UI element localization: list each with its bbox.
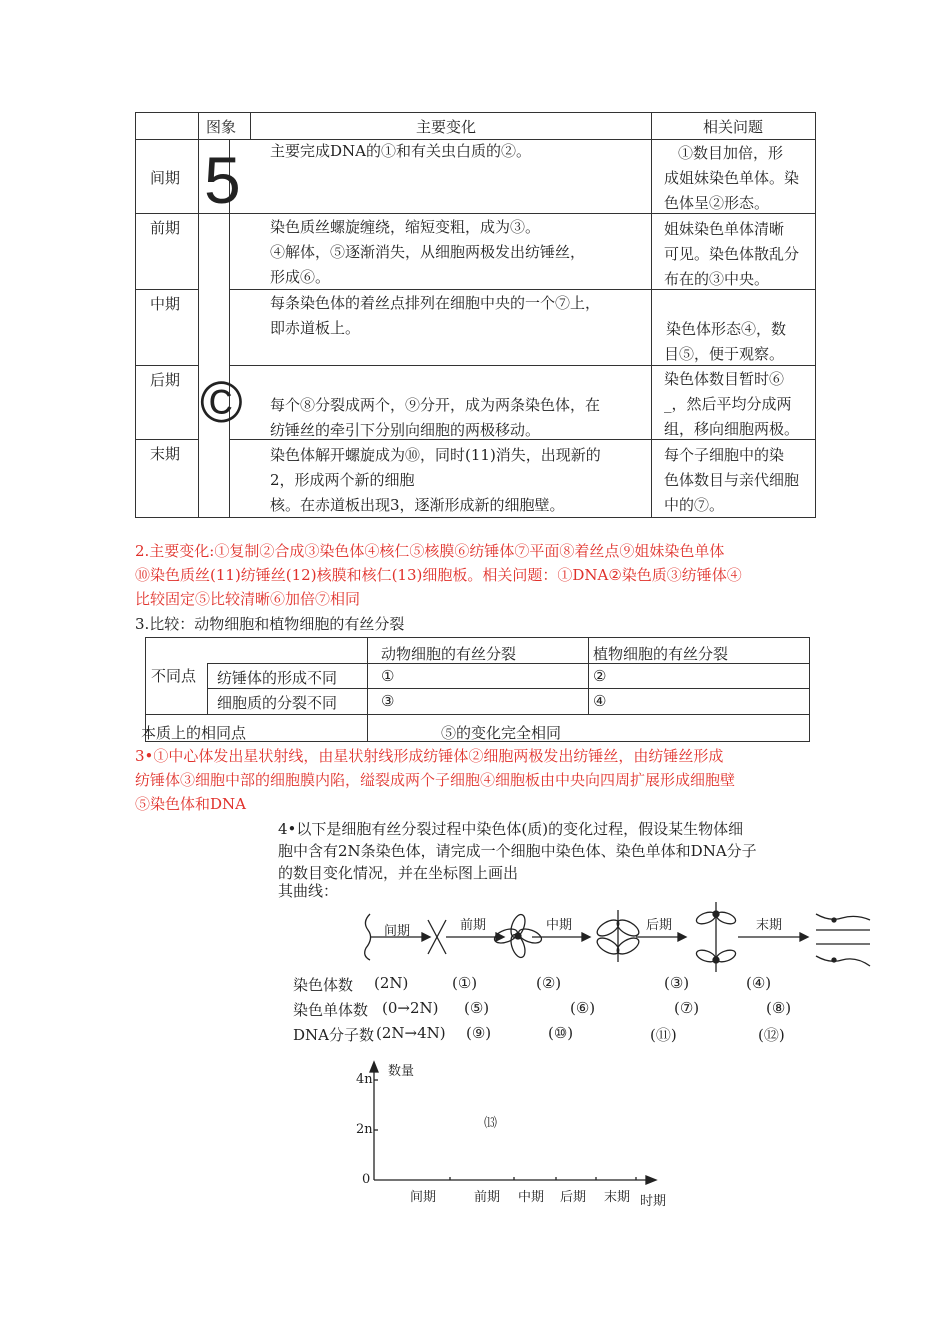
header-main-change: 主要变化 bbox=[416, 118, 477, 136]
copyright-symbol: © bbox=[200, 370, 243, 435]
row-spindle-plant: ② bbox=[593, 667, 607, 685]
graph-ytick-4n: 4n bbox=[356, 1072, 373, 1087]
image-number: 5 bbox=[204, 143, 241, 217]
change-metaphase: 每条染色体的着丝点排列在细胞中央的一个⑦上， 即赤道板上。 bbox=[270, 294, 601, 337]
answer-3: 3•①中心体发出星状射线，由星状射线形成纺锤体②细胞两极发出纺锤丝，由纺锤丝形成 纺锤体③细胞中部的细胞膜内陷，缢裂成两个子细胞④细胞板由中央向四周扩展形成细胞壁 ⑤染色体和DNA bbox=[135, 747, 736, 813]
graph-xtick: 前期 bbox=[474, 1190, 501, 1205]
graph-ylabel: 数量 bbox=[388, 1064, 415, 1079]
diagram-label-telophase: 末期 bbox=[756, 918, 783, 933]
count-label-dna: DNA分子数 bbox=[293, 1026, 374, 1044]
row-cytoplasm-label: 细胞质的分裂不同 bbox=[217, 694, 338, 712]
change-anaphase: 每个⑧分裂成两个，⑨分开，成为两条染色体，在 纺锤丝的牵引下分别向细胞的两极移动。 bbox=[270, 396, 601, 439]
count-label-chromosome: 染色体数 bbox=[293, 976, 354, 994]
stage-telophase: 末期 bbox=[150, 445, 181, 463]
header-image: 图象 bbox=[206, 118, 237, 136]
issue-telophase: 每个子细胞中的染 色体数目与亲代细胞 中的⑦。 bbox=[664, 446, 800, 514]
question-4: 4•以下是细胞有丝分裂过程中染色体(质)的变化过程，假设某生物体细 胞中含有2N条染色体，请完成一个细胞中染色体、染色单体和DNA分子 的数目变化情况，并在坐标图上画出 其曲线： bbox=[278, 820, 757, 900]
count-val: (⑥) bbox=[570, 999, 596, 1017]
count-val: (⑤) bbox=[464, 999, 490, 1017]
graph-ytick-0: 0 bbox=[362, 1172, 371, 1187]
mitosis-diagram bbox=[360, 900, 880, 980]
count-val: (③) bbox=[664, 974, 690, 992]
mitosis-diagram-svg bbox=[360, 900, 880, 980]
count-val: (⑪) bbox=[650, 1026, 677, 1044]
graph-xtick: 间期 bbox=[410, 1190, 437, 1205]
count-val: (①) bbox=[452, 974, 478, 992]
count-first-chromosome: (2N) bbox=[374, 974, 409, 992]
count-val: (⑨) bbox=[466, 1024, 492, 1042]
graph-ytick-2n: 2n bbox=[356, 1122, 373, 1137]
graph-xlabel: 时期 bbox=[640, 1194, 667, 1209]
count-val: (⑩) bbox=[548, 1024, 574, 1042]
count-val: (②) bbox=[536, 974, 562, 992]
stage-metaphase: 中期 bbox=[150, 295, 181, 313]
issue-prophase: 姐妹染色单体清晰 可见。染色体散乱分 布在的③中央。 bbox=[664, 220, 800, 288]
stage-interphase: 间期 bbox=[150, 169, 181, 187]
mitosis-table bbox=[135, 112, 816, 518]
graph-xtick: 末期 bbox=[604, 1190, 631, 1205]
count-val: (⑦) bbox=[674, 999, 700, 1017]
row-spindle-label: 纺锤体的形成不同 bbox=[217, 669, 338, 687]
issue-metaphase: 染色体形态④，数 目⑤，便于观察。 bbox=[664, 320, 787, 363]
diagram-label-interphase: 间期 bbox=[384, 924, 411, 939]
change-telophase: 染色体解开螺旋成为⑩，同时(11)消失，出现新的 2，形成两个新的细胞 核。在赤道板出现3，逐渐形成新的细胞壁。 bbox=[270, 446, 601, 514]
change-interphase: 主要完成DNA的①和有关虫白质的②。 bbox=[270, 142, 531, 160]
comparison-table bbox=[141, 637, 810, 742]
header-related: 相关问题 bbox=[703, 118, 764, 136]
count-label-chromatid: 染色单体数 bbox=[293, 1001, 369, 1019]
graph-xtick: 中期 bbox=[518, 1190, 545, 1205]
col-plant: 植物细胞的有丝分裂 bbox=[593, 645, 729, 663]
same-value: ⑤的变化完全相同 bbox=[441, 724, 562, 742]
issue-anaphase: 染色体数目暂时⑥ _，然后平均分成两 组，移向细胞两极。 bbox=[664, 370, 800, 438]
count-first-dna: (2N→4N) bbox=[376, 1024, 446, 1042]
row-cytoplasm-animal: ③ bbox=[381, 692, 395, 710]
question-3-title: 3.比较：动物细胞和植物细胞的有丝分裂 bbox=[135, 615, 405, 633]
row-spindle-animal: ① bbox=[381, 667, 395, 685]
graph-center-mark: ⒀ bbox=[484, 1116, 498, 1131]
count-val: (④) bbox=[746, 974, 772, 992]
graph-axes bbox=[350, 1060, 680, 1210]
diagram-label-anaphase: 后期 bbox=[646, 918, 673, 933]
answer-2: 2.主要变化:①复制②合成③染色体④核仁⑤核膜⑥纺锤体⑦平面⑧着丝点⑨姐妹染色单体 ⑩染色质丝(11)纺锤丝(12)核膜和核仁(13)细胞板。相关问题：①DNA②染色质③纺锤体④ 比较固定⑤比较清晰⑥加倍⑦相同 bbox=[135, 542, 742, 608]
count-graph bbox=[350, 1060, 680, 1210]
count-first-chromatid: (0→2N) bbox=[382, 999, 439, 1017]
same-label: 本质上的相同点 bbox=[141, 724, 247, 742]
count-val: (⑫) bbox=[758, 1026, 785, 1044]
issue-interphase: ①数目加倍，形 成姐妹染色单体。染 色体呈②形态。 bbox=[664, 144, 800, 212]
diagram-label-prophase: 前期 bbox=[460, 918, 487, 933]
change-prophase: 染色质丝螺旋缠绕，缩短变粗，成为③。 ④解体，⑤逐渐消失，从细胞两极发出纺锤丝， 形成⑥。 bbox=[270, 218, 586, 286]
graph-xtick: 后期 bbox=[560, 1190, 587, 1205]
stage-anaphase: 后期 bbox=[150, 371, 181, 389]
diagram-label-metaphase: 中期 bbox=[546, 918, 573, 933]
diff-label: 不同点 bbox=[151, 667, 197, 685]
col-animal: 动物细胞的有丝分裂 bbox=[381, 645, 517, 663]
count-val: (⑧) bbox=[766, 999, 792, 1017]
row-cytoplasm-plant: ④ bbox=[593, 692, 607, 710]
stage-prophase: 前期 bbox=[150, 219, 181, 237]
